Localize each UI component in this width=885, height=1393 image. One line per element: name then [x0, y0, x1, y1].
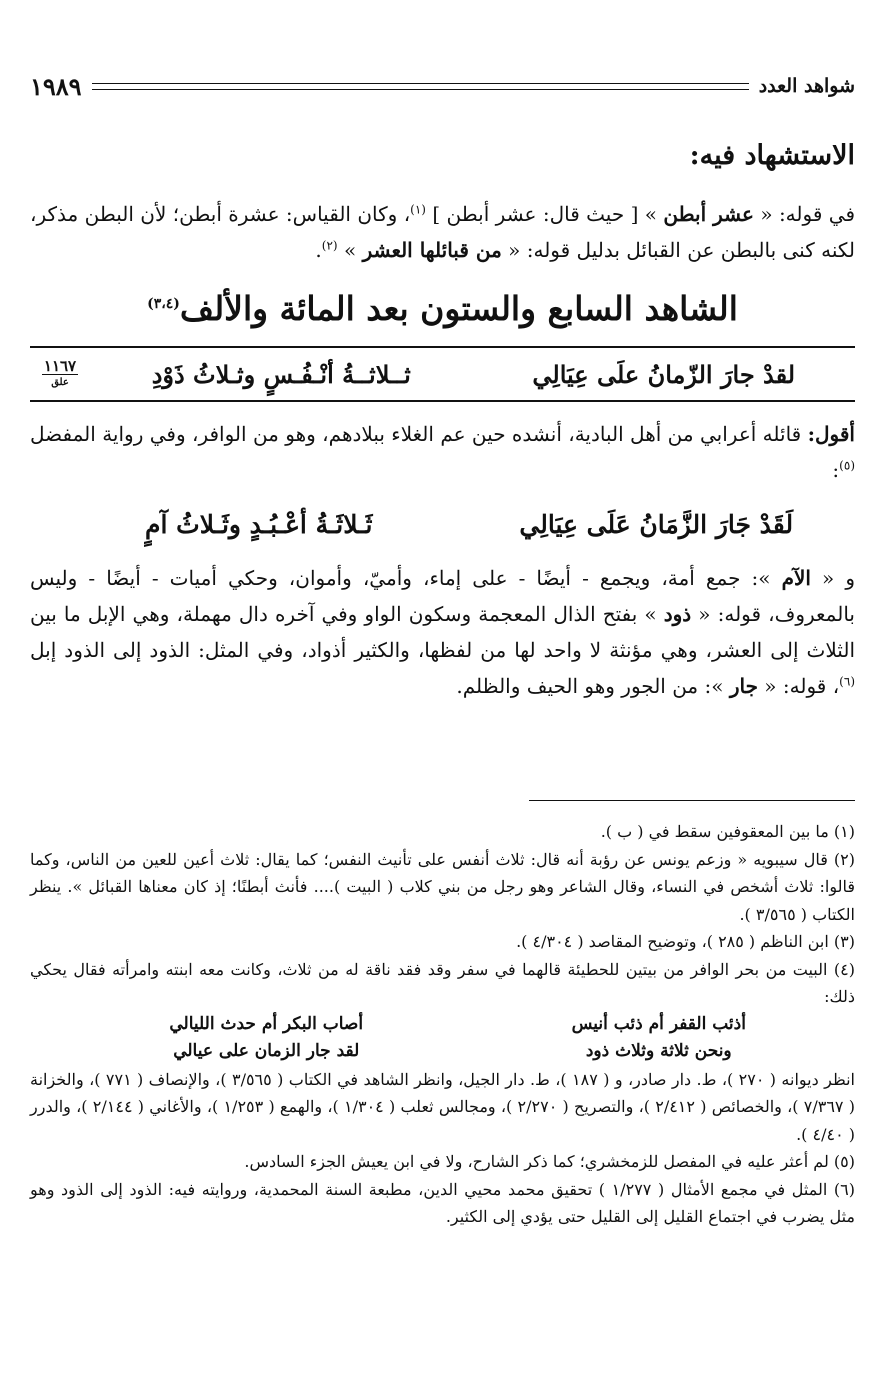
- text-run: في قوله: «: [753, 202, 856, 226]
- verse-variant-right: لَقَدْ جَارَ الزَّمَانُ عَلَى عِيَالِي: [519, 509, 794, 539]
- text-run: »: من الجور وهو الحيف والظلم.: [456, 674, 730, 698]
- page-number: ١٩٨٩: [30, 71, 82, 101]
- footnote-ref: (٣،٤): [147, 296, 180, 312]
- text-run: :: [832, 458, 840, 482]
- footnote-2: (٢) قال سيبويه « وزعم يونس عن رؤبة أنه قال: ثلاث أنفس على تأنيث النفس؛ كما يقال: ثلاث أعين للعين من الناس، وكما قالوا: ثلاث أشخص في النساء، وقال الشاعر وهو رجل من بني كلاب ( البيت ).... فأنث أبطنًا؛ إذ كان معناها القبائل ». ينظر الكتاب ( ٣/٥٦٥ ).: [30, 849, 856, 924]
- verse-number-value: ١١٦٧: [43, 356, 77, 375]
- footnote-ref: (٥): [839, 458, 855, 473]
- footnote-verse-1-right: أذئب القفر أم ذئب أنيس: [571, 1013, 746, 1034]
- bold-term: من قبائلها العشر: [362, 238, 502, 262]
- text-run: ، وكان القياس: عشرة أبطن؛ لأن البطن مذكر، لكنه كنى بالبطن عن القبائل بدليل قوله: «: [30, 202, 855, 262]
- footnote-verse-2-right: ونحن ثلاثة وثلاث ذود: [585, 1041, 732, 1061]
- running-header: [30, 68, 855, 104]
- paragraph-istishhad: [30, 196, 855, 268]
- footnote-4-references: انظر ديوانه ( ٢٧٠ )، ط. دار صادر، و ( ١٨٧ )، ط. دار الجيل، وانظر الشاهد في الكتاب ( ٣/٥٦٥ )، والإنصاف ( ٧٧١ )، والخزانة ( ٧/٣٦٧ )، والخصائص ( ٢/٤١٢ )، والتصريح ( ٢/٢٧٠ )، ومجالس ثعلب ( ١/٣٠٤ )، والهمع ( ١/٢٥٣ )، والأغاني ( ٢/١٤٤ )، والدرر ( ٤/٤٠ ).: [30, 1069, 856, 1144]
- footnote-5: (٥) لم أعثر عليه في المفصل للزمخشري؛ كما ذكر الشارح، ولا في ابن يعيش الجزء السادس.: [244, 1152, 855, 1171]
- text-run: و «: [810, 566, 855, 590]
- footnote-ref: (٦): [839, 674, 855, 689]
- footnotes: [30, 818, 855, 1231]
- footnote-6: (٦) المثل في مجمع الأمثال ( ١/٢٧٧ ) تحقيق محمد محيي الدين، مطبعة السنة المحمدية، وروايته فيه: الذود إلى الذود وهو مثل يضرب في اجتماع القليل إلى القليل حتى يؤدي إلى الكثير.: [30, 1179, 855, 1226]
- footnote-verse-1-left: أصاب البكر أم حدث الليالي: [169, 1013, 364, 1034]
- footnote-separator: [529, 800, 855, 801]
- footnote-verse-2: [30, 1038, 855, 1066]
- verse-box: [30, 346, 855, 402]
- text-run: »: جمع أمة، ويجمع - أيضًا - على إماء، وأميّ، وأموان، وحكي أميات - أيضًا - وليس بالمعروف، قوله: «: [30, 566, 855, 626]
- paragraph-aqul: [30, 416, 855, 488]
- bold-term: جار: [729, 674, 758, 698]
- text-run: » [ حيث قال: عشر أبطن ]: [425, 202, 664, 226]
- footnote-verse-2-left: لقد جار الزمان على عيالي: [173, 1041, 360, 1061]
- bold-term: عشر أبطن: [663, 202, 754, 226]
- text-run: » بفتح الذال المعجمة وسكون الواو وفي آخره دال مهملة، وهي الإبل ما بين الثلاث إلى العشر، وهي مؤنثة لا واحد لها من لفظها، والكثير أذواد، وفي المثل: الذود إلى الذود إبل: [30, 602, 855, 662]
- footnote-4: (٤) البيت من بحر الوافر من بيتين للحطيئة قالهما في سفر وقد فقد ناقة له من ثلاث، وكانت معه ابنته وامرأته فقال يحكي ذلك:: [30, 959, 855, 1006]
- witness-title-text: الشاهد السابع والستون بعد المائة والألف: [179, 289, 738, 328]
- bold-term: أقول:: [807, 422, 855, 446]
- footnote-ref: (١): [410, 202, 426, 217]
- verse-variant-left: ثَـلاثَـةُ أعْـبُـدٍ وثَـلاثُ آمٍ: [145, 509, 373, 539]
- text-run: ، قوله: «: [757, 674, 840, 698]
- bold-term: ذود: [663, 602, 692, 626]
- bold-term: الآم: [781, 566, 811, 590]
- footnote-ref: (٢): [321, 238, 338, 253]
- text-run: قائله أعرابي من أهل البادية، أنشده حين عم الغلاء ببلادهم، وهو من الوافر، وفي رواية المفضل: [30, 422, 808, 446]
- witness-title: [30, 284, 855, 334]
- footnote-3: (٣) ابن الناظم ( ٢٨٥ )، وتوضيح المقاصد ( ٤/٣٠٤ ).: [516, 932, 855, 951]
- text-run: .: [315, 238, 322, 262]
- paragraph-explanation: [30, 560, 855, 704]
- verse-number: [30, 358, 90, 391]
- section-heading: الاستشهاد فيه:: [689, 140, 855, 171]
- header-double-rule: [92, 83, 749, 90]
- verse-number-tag: علق: [51, 376, 69, 388]
- text-run: »: [337, 238, 363, 262]
- footnote-1: (١) ما بين المعقوفين سقط في ( ب ).: [600, 822, 855, 841]
- verse-hemistich-right: لقدْ جارَ الزّمانُ علَى عِيَالِي: [532, 359, 796, 389]
- running-title: شواهد العدد: [758, 75, 855, 97]
- verse-variant: [60, 500, 855, 548]
- footnote-verse-1: [30, 1011, 855, 1039]
- verse-hemistich-left: ثــلاثــةُ أنْـفُـسٍ وثـلاثُ ذَوْدِ: [151, 359, 411, 389]
